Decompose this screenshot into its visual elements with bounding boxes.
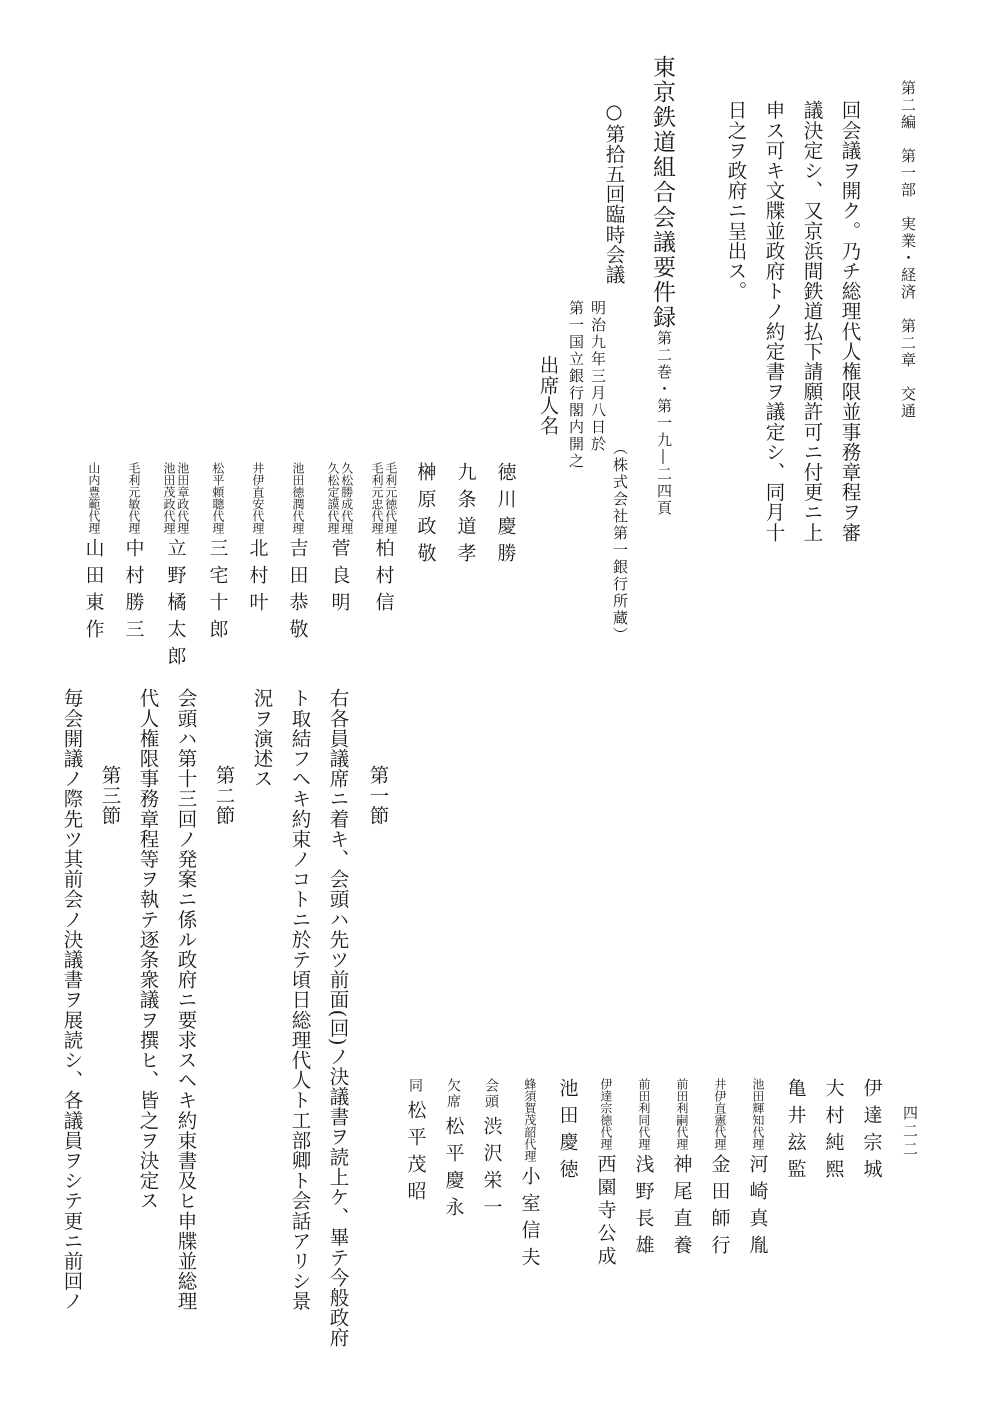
attendee	[153, 462, 197, 673]
attendee-proxy: 池田輝知代理	[750, 1078, 765, 1150]
attendee-name: 菅良明	[328, 538, 351, 619]
attendee-name: 伊達宗城	[860, 1078, 883, 1186]
section-2-line-1: 会頭ハ第十三回ノ発案ニ係ル政府ニ要求スヘキ約束書及ヒ申牒並総理	[174, 688, 198, 1312]
record-title: 東京鉄道組合会議要件録	[649, 55, 675, 330]
attendee-name: 北村叶	[246, 538, 269, 619]
attendee-name: 中村勝三	[122, 538, 145, 646]
attendee-name: 松平慶永	[442, 1116, 465, 1224]
attendee-name: 西園寺公成	[594, 1154, 617, 1269]
attendee	[277, 462, 317, 673]
attendee-proxy: 毛利元敏代理	[126, 462, 141, 534]
intro-line-4: 日之ヲ政府ニ呈出ス。	[724, 100, 748, 301]
attendee	[197, 462, 237, 673]
attendee-name: 三宅十郎	[206, 538, 229, 646]
attendee-proxy: 井伊直安代理	[250, 462, 265, 534]
attendee-name: 山田東作	[82, 538, 105, 646]
attendee-name: 徳川慶勝	[494, 462, 517, 570]
attendee	[776, 1078, 814, 1274]
section-3-heading: 第三節	[98, 765, 122, 826]
attendee-name: 吉田恭敬	[286, 538, 309, 646]
attendee-proxy: 池田章政代理 池田茂政代理	[162, 462, 190, 534]
attendee	[405, 462, 445, 673]
attendee	[485, 462, 525, 673]
attendee-proxy: 池田徳潤代理	[290, 462, 305, 534]
attendee	[361, 462, 405, 673]
attendee-name: 小室信夫	[518, 1166, 541, 1274]
attendee-role: 同	[407, 1078, 423, 1094]
attendee-name: 金田師行	[708, 1154, 731, 1262]
attendees-top	[60, 462, 525, 673]
attendee-proxy: 伊達宗徳代理	[598, 1078, 613, 1150]
attendee-name: 大村純熙	[822, 1078, 845, 1186]
section-2-line-2: 代人権限事務章程等ヲ執テ逐条衆議ヲ撰ヒ、皆之ヲ決定ス	[136, 688, 160, 1211]
attendee-name: 九条道孝	[454, 462, 477, 570]
attendee	[738, 1078, 776, 1274]
attendee-name: 河崎真胤	[746, 1154, 769, 1262]
intro-line-3: 申ス可キ文牒並政府トノ約定書ヲ議定シ、同月十	[762, 100, 786, 543]
section-1-heading: 第一節	[366, 765, 390, 826]
attendee-name: 立野橘太郎	[164, 538, 187, 673]
attendee	[700, 1078, 738, 1274]
intro-line-2: 議決定シ、又京浜間鉄道払下請願許可ニ付更ニ上	[800, 100, 824, 543]
attendee	[434, 1078, 472, 1274]
attendee-name: 松平茂昭	[404, 1100, 427, 1208]
attendee-proxy: 山内豊範代理	[86, 462, 101, 534]
section-2-heading: 第二節	[212, 765, 236, 826]
attendee-proxy: 松平頼聰代理	[210, 462, 225, 534]
attendee	[396, 1078, 434, 1274]
attendee-proxy: 蜂須賀茂韶代理	[522, 1078, 537, 1162]
record-volume: 第二巻・第一九―二四頁	[655, 330, 673, 517]
attendee	[662, 1078, 700, 1274]
running-head: 第二編 第一部 実業・経済 第二章 交通	[899, 80, 917, 420]
attendee	[586, 1078, 624, 1274]
attendee-name: 浅野長雄	[632, 1154, 655, 1262]
attendee-proxy: 前田利同代理	[636, 1078, 651, 1150]
intro-line-1: 回会議ヲ開ク。乃チ総理代人権限並事務章程ヲ審	[838, 100, 862, 543]
attendees-label: 出席人名	[536, 355, 560, 436]
attendee	[510, 1078, 548, 1274]
attendee-proxy: 久松勝成代理 久松定謨代理	[326, 462, 354, 534]
attendee-name: 榊原政敬	[414, 462, 437, 570]
attendee	[814, 1078, 852, 1274]
meeting-date-line-1: 明治九年三月八日於	[589, 300, 607, 453]
section-1-line-3: 況ヲ演述ス	[250, 688, 274, 789]
attendee-name: 神尾直養	[670, 1154, 693, 1262]
attendee-name: 池田慶徳	[556, 1078, 579, 1186]
attendee-proxy: 毛利元徳代理 毛利元忠代理	[370, 462, 398, 534]
section-1-line-1: 右各員議席ニ着キ、会頭ハ先ツ前面(回)ノ決議書ヲ読上ケ、畢テ今般政府	[326, 688, 350, 1348]
meeting-heading: ○第拾五回臨時会議	[602, 100, 626, 285]
attendee-role: 会頭	[483, 1078, 499, 1110]
attendee	[317, 462, 361, 673]
attendee-name: 渋沢栄一	[480, 1116, 503, 1224]
section-3-line-1: 毎会開議ノ際先ツ其前会ノ決議書ヲ展読シ、各議員ヲシテ更ニ前回ノ	[60, 688, 84, 1312]
attendee-name: 亀井玆監	[784, 1078, 807, 1186]
attendee	[852, 1078, 890, 1274]
attendee	[445, 462, 485, 673]
attendees-bottom	[395, 1078, 890, 1274]
record-source: （株式会社第一銀行所蔵）	[611, 440, 629, 644]
attendee	[237, 462, 277, 673]
meeting-date-line-2: 第一国立銀行閣内開之	[567, 300, 585, 470]
section-1-line-2: ト取結フヘキ約束ノコトニ於テ頃日総理代人ト工部卿ト会話アリシ景	[288, 688, 312, 1312]
attendee-role: 欠席	[445, 1078, 461, 1110]
attendee-name: 柏村信	[372, 538, 395, 619]
attendee-proxy: 前田利嗣代理	[674, 1078, 689, 1150]
attendee	[624, 1078, 662, 1274]
attendee	[472, 1078, 510, 1274]
attendee	[548, 1078, 586, 1274]
attendee	[113, 462, 153, 673]
attendee	[73, 462, 113, 673]
attendee-proxy: 井伊直憲代理	[712, 1078, 727, 1150]
page-number: 四二二	[901, 1105, 919, 1159]
